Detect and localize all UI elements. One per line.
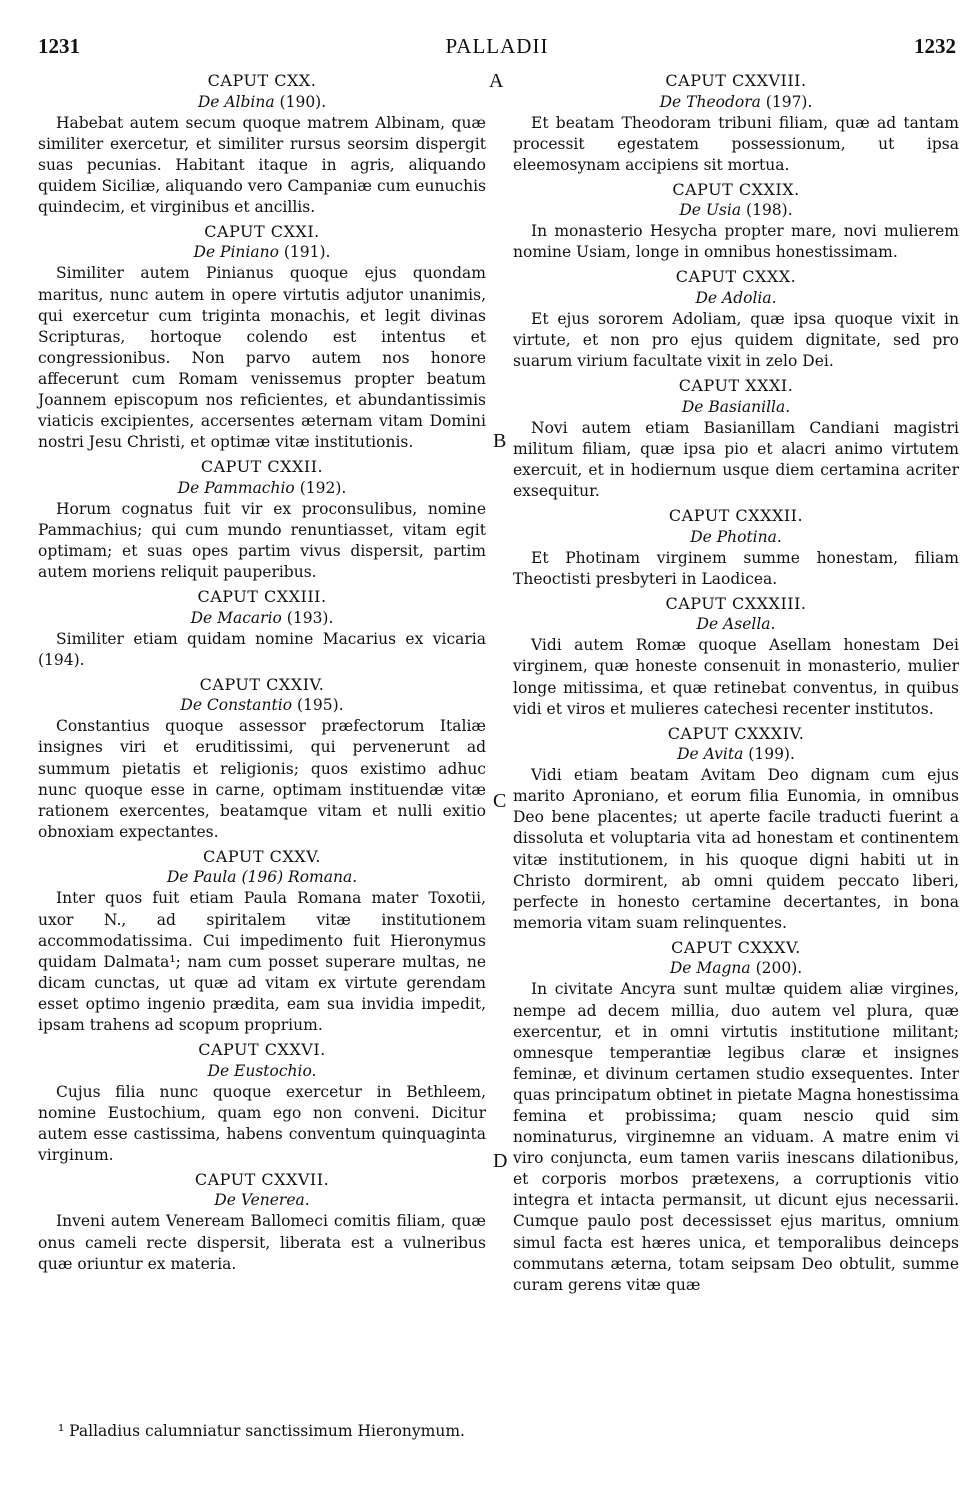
- chapter-heading: CAPUT CXXII.: [200, 457, 324, 477]
- chapter-text: Inter quos fuit etiam Paula Romana mater Toxotii, uxor N., ad spiritalem vitæ institutionem accommodatissima. Cui impedimento fuit Hieronymus quidam Dalmata¹; nam cum posset superare multas, ne dicam cunctas, ut quæ ad vitam ex virtute gerendam esset optimo ingenio prædita, eam sua invidia impedit, ipsam trahens ad scopum proprium.: [38, 889, 486, 1034]
- chapter-name: De Photina.: [690, 527, 782, 546]
- chapter-text: Vidi etiam beatam Avitam Deo dignam cum ejus marito Aproniano, et eorum filia Eunomia, in omnibus Deo bene placentes; ut aperte facile traducti fuerint a dissoluta et voluptaria vita ad honestam et continentem vitæ institutionem, in his quoque digni habiti ut in Christo dormirent, ab omni quidem peccato liberi, perfecte in honesto certamine decertantes, in bona memoria vitam suam relinquentes.: [513, 766, 959, 932]
- chapter-133: [513, 593, 959, 720]
- page-number-left: 1231: [38, 34, 80, 58]
- chapter-subtitle: [38, 1061, 486, 1082]
- chapter-122: [38, 456, 486, 583]
- page-header: [38, 34, 956, 58]
- chapter-subtitle: [513, 958, 959, 979]
- chapter-heading: CAPUT CXXXV.: [671, 937, 801, 957]
- chapter-name: De Albina: [197, 92, 275, 111]
- chapter-note-ref: (195).: [296, 696, 344, 715]
- margin-letter-b: B: [493, 430, 507, 452]
- chapter-text: In civitate Ancyra sunt multæ quidem aliæ virgines, nempe ad decem millia, duo autem vel plura, quæ exercentur, et in omni virtutis institutione militant; omnesque temperantiæ legibus claræ et insignes feminæ, et divinum certamen studio exsequentes. Inter quas principatum obtinet in pietate Magna honestissima femina et probissima; quam nescio quid sim nominaturus, virginemne an viduam. A matre enim vi viro conjuncta, eum tamen variis inescans dilationibus, et corporis morbos prætexens, a corruptionis vitio integra et intacta permansit, ut dicunt ejus necessarii. Cumque paulo post decessisset ejus maritus, omnium simul facta est hæres unica, et temporalibus deinceps commutans æterna, totam seipsam Deo obtulit, summe curam gerens vitæ quæ: [513, 980, 959, 1294]
- left-column: [38, 68, 486, 1278]
- chapter-subtitle: [513, 744, 959, 765]
- chapter-heading: CAPUT CXXVII.: [194, 1169, 330, 1189]
- chapter-name: De Avita: [677, 745, 744, 764]
- chapter-name: De Theodora: [659, 92, 761, 111]
- chapter-131: [513, 375, 959, 502]
- chapter-subtitle: [38, 478, 486, 499]
- chapter-heading: CAPUT CXXXIII.: [665, 593, 807, 613]
- chapter-subtitle: [513, 200, 959, 221]
- chapter-124: [38, 674, 486, 843]
- chapter-name: De Constantio: [180, 696, 293, 715]
- margin-letter-d: D: [493, 1150, 508, 1172]
- chapter-note-ref: (190).: [279, 92, 327, 111]
- chapter-subtitle: [38, 867, 486, 888]
- chapter-subtitle: [513, 92, 959, 113]
- chapter-name: De Pammachio: [177, 478, 295, 497]
- chapter-subtitle: [513, 614, 959, 635]
- chapter-subtitle: [38, 608, 486, 629]
- chapter-note-ref: (191).: [283, 243, 331, 262]
- chapter-heading: CAPUT CXXV.: [203, 846, 321, 866]
- chapter-heading: CAPUT CXXIV.: [199, 674, 325, 694]
- chapter-text: Et beatam Theodoram tribuni filiam, quæ ad tantam processit egestatem possessionum, ut ipsa eleemosynam accipiens sit mortua.: [513, 113, 959, 174]
- chapter-text: Novi autem etiam Basianillam Candiani magistri militum filiam, quæ ipsa pio et alacri animo virtutem exercuit, et in hodiernum usque diem certamina acriter exsequitur.: [513, 418, 959, 501]
- running-title: PALLADII: [445, 34, 549, 58]
- chapter-subtitle: [38, 242, 486, 263]
- chapter-name: De Paula: [166, 868, 237, 887]
- chapter-subtitle: [513, 288, 959, 309]
- chapter-subtitle: [513, 397, 959, 418]
- chapter-126: [38, 1039, 486, 1166]
- chapter-note-ref: (199).: [748, 745, 795, 764]
- chapter-heading: CAPUT CXXVIII.: [665, 71, 807, 90]
- chapter-heading: CAPUT CXXX.: [675, 267, 797, 287]
- chapter-heading: CAPUT CXX.: [207, 71, 317, 90]
- chapter-name: De Venerea.: [214, 1191, 310, 1210]
- chapter-120: [38, 70, 486, 218]
- chapter-text: In monasterio Hesycha propter mare, novi mulierem nomine Usiam, longe in omnibus honestissimam.: [513, 222, 959, 262]
- chapter-134: [513, 723, 959, 934]
- chapter-text: Et Photinam virginem summe honestam, filiam Theoctisti presbyteri in Laodicea.: [513, 548, 959, 588]
- chapter-text: Inveni autem Veneream Ballomeci comitis filiam, quæ onus cameli recte dispersit, liberata est a vulneribus quæ oriuntur ex materia.: [38, 1212, 486, 1273]
- chapter-132: [513, 505, 959, 590]
- chapter-subtitle: [38, 1190, 486, 1211]
- chapter-text: Similiter autem Pinianus quoque ejus quondam maritus, nunc autem in opere virtutis adjutor unanimis, qui exercetur cum triginta monachis, et legit divinas Scripturas, hortoque colendo est intentus et congressionibus. Non parvo autem nos honore affecerunt cum Romam venissemus propter beatum Joannem episcopum nos reficientes, et abundantissimis viaticis excipientes, accersentes æternam vitam Domini nostri Jesu Christi, et optimæ vitæ institutionis.: [38, 264, 486, 452]
- chapter-name: De Magna: [669, 959, 751, 978]
- footnote: ¹ Palladius calumniatur sanctissimum Hieronymum.: [58, 1422, 465, 1440]
- chapter-name: De Eustochio.: [207, 1061, 317, 1080]
- chapter-name: De Basianilla.: [681, 397, 791, 416]
- margin-letter-a: A: [489, 70, 504, 92]
- chapter-text: Cujus filia nunc quoque exercetur in Bethleem, nomine Eustochium, quam ego non conveni. Dicitur autem esse castissima, habens conventum quinquaginta virginum.: [38, 1082, 486, 1164]
- chapter-heading: CAPUT XXXI.: [678, 376, 794, 396]
- chapter-note-ref: (200).: [755, 959, 803, 978]
- chapter-text: Habebat autem secum quoque matrem Albinam, quæ similiter exercetur, et similiter rursus seorsim dispergit suas pecunias. Habitant itaque in agris, aliquando quidem Siciliæ, aliquando vero Campaniæ cum eunuchis quindecim, et virginibus et ancillis.: [38, 113, 486, 216]
- chapter-name: De Usia: [679, 201, 742, 220]
- chapter-130: [513, 266, 959, 372]
- chapter-heading: CAPUT CXXXII.: [668, 506, 804, 526]
- chapter-128: [513, 70, 959, 176]
- chapter-heading: CAPUT CXXIX.: [672, 179, 800, 199]
- chapter-123: [38, 586, 486, 671]
- chapter-subtitle: [38, 695, 486, 716]
- chapter-127: [38, 1169, 486, 1275]
- chapter-note-ref: (196) Romana.: [241, 868, 358, 887]
- chapter-135: [513, 937, 959, 1296]
- right-column: [513, 68, 959, 1299]
- chapter-name: De Asella.: [696, 615, 776, 634]
- chapter-heading: CAPUT CXXVI.: [198, 1040, 326, 1060]
- chapter-note-ref: (197).: [765, 92, 813, 111]
- chapter-text: Vidi autem Romæ quoque Asellam honestam Dei virginem, quæ honeste consenuit in monasterio, mulier longe mitissima, et quæ retinebat conventus, in quibus vidi et viros et mulieres catechesi recenter institutos.: [513, 636, 959, 718]
- chapter-heading: CAPUT CXXXIV.: [667, 723, 805, 743]
- chapter-125: [38, 846, 486, 1036]
- chapter-name: De Macario: [190, 608, 282, 627]
- margin-letter-c: C: [493, 790, 507, 812]
- chapter-129: [513, 179, 959, 264]
- chapter-note-ref: (198).: [746, 201, 793, 220]
- chapter-note-ref: (193).: [286, 608, 334, 627]
- chapter-name: De Piniano: [193, 243, 279, 262]
- chapter-subtitle: [38, 92, 486, 113]
- chapter-121: [38, 221, 486, 453]
- chapter-heading: CAPUT CXXIII.: [197, 587, 327, 607]
- chapter-text: Et ejus sororem Adoliam, quæ ipsa quoque vixit in virtute, et non pro ejus quidem dignitate, sed pro suarum virium facultate vixit in zelo Dei.: [513, 309, 959, 371]
- chapter-subtitle: [513, 527, 959, 548]
- chapter-note-ref: (192).: [299, 478, 347, 497]
- chapter-text: Constantius quoque assessor præfectorum Italiæ insignes viri et eruditissimi, qui pervenerunt ad summum pietatis et religionis; quos existimo adhuc nunc quoque esse in carne, optimam instituendæ vitæ rationem exercentes, beatamque vitam et nulli exitio obnoxiam expectantes.: [38, 717, 486, 841]
- page-number-right: 1232: [914, 34, 956, 58]
- chapter-heading: CAPUT CXXI.: [204, 221, 320, 241]
- chapter-text: Horum cognatus fuit vir ex proconsulibus, nomine Pammachius; qui cum mundo renuntiasset, vitam egit optimam; et suas opes partim vivus dispersit, partim autem moriens reliquit pauperibus.: [38, 499, 486, 582]
- chapter-text: Similiter etiam quidam nomine Macarius ex vicaria (194).: [38, 629, 486, 669]
- chapter-name: De Adolia.: [695, 288, 777, 307]
